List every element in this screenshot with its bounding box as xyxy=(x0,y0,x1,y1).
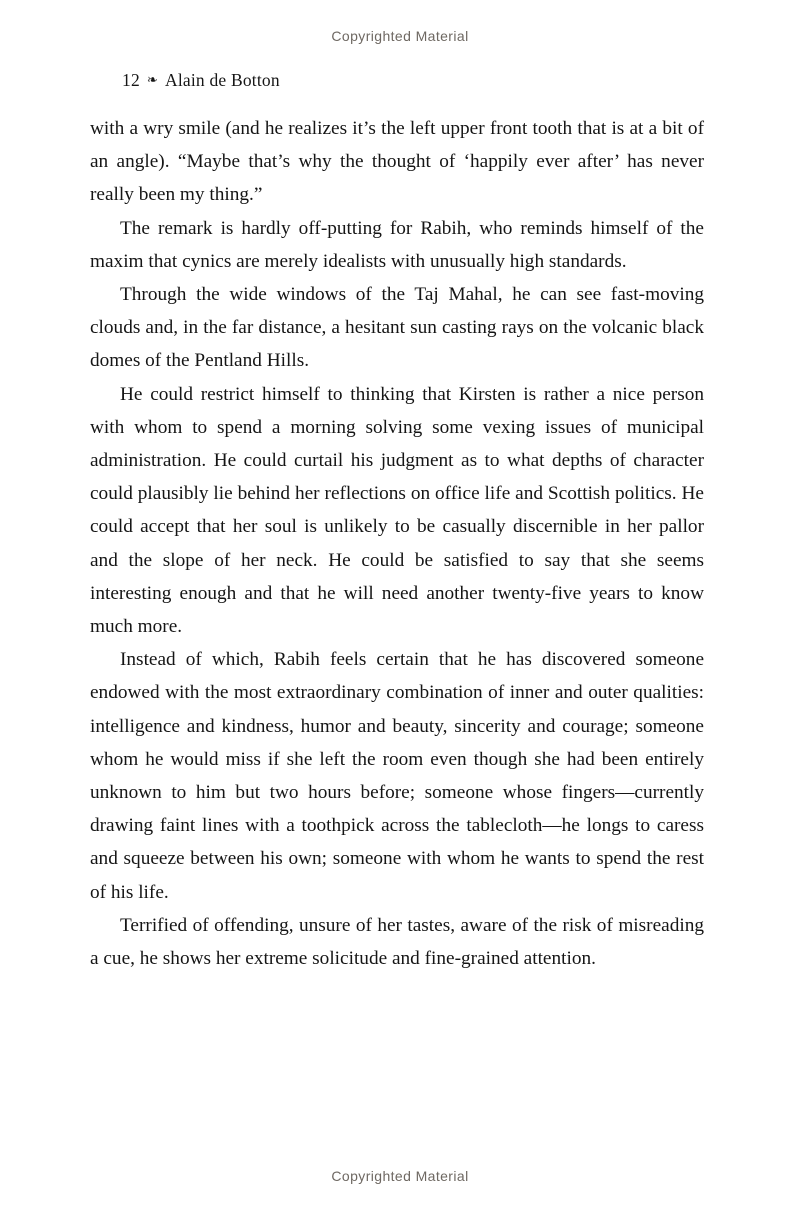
fleuron-icon: ❧ xyxy=(146,72,158,87)
author-name: Alain de Botton xyxy=(165,70,280,90)
paragraph: He could restrict himself to thinking that Kirsten is rather a nice person with whom to spend a morning solving some vexing issues of municipal administration. He could curtail his judgment as to what depths of character could plausibly lie behind her reflections on office life and Scottish politics. He could accept that her soul is unlikely to be casually discernible in her pallor and the slope of her neck. He could be satisfied to say that she seems interesting enough and that he will need another twenty-five years to know much more. xyxy=(90,383,704,638)
body-text-block xyxy=(90,112,704,975)
page-number: 12 xyxy=(122,70,140,90)
paragraph: Through the wide windows of the Taj Mahal, he can see fast-moving clouds and, in the far distance, a hesitant sun casting rays on the volcanic black domes of the Pentland Hills. xyxy=(90,284,704,372)
paragraph: Terrified of offending, unsure of her tastes, aware of the risk of misreading a cue, he shows her extreme solicitude and fine-grained attention. xyxy=(90,914,704,970)
paragraph: Instead of which, Rabih feels certain that he has discovered someone endowed with the most extraordinary combination of inner and outer qualities: intelligence and kindness, humor and beauty, sincerity and courage; someone whom he would miss if she left the room even though she had been entirely unknown to him but two hours before; someone whose fingers—currently drawing faint lines with a toothpick across the tablecloth—he longs to caress and squeeze between his own; someone with whom he wants to spend the rest of his life. xyxy=(90,649,704,903)
paragraph: with a wry smile (and he realizes it’s the left upper front tooth that is at a bit of an angle). “Maybe that’s why the thought of ‘happily ever after’ has never really been my thing.” xyxy=(90,118,704,206)
running-head xyxy=(122,70,280,91)
paragraph: The remark is hardly off-putting for Rabih, who reminds himself of the maxim that cynics are merely idealists with unusually high standards. xyxy=(90,217,704,272)
copyright-notice-bottom: Copyrighted Material xyxy=(331,1168,469,1184)
copyright-notice-top: Copyrighted Material xyxy=(331,28,469,44)
